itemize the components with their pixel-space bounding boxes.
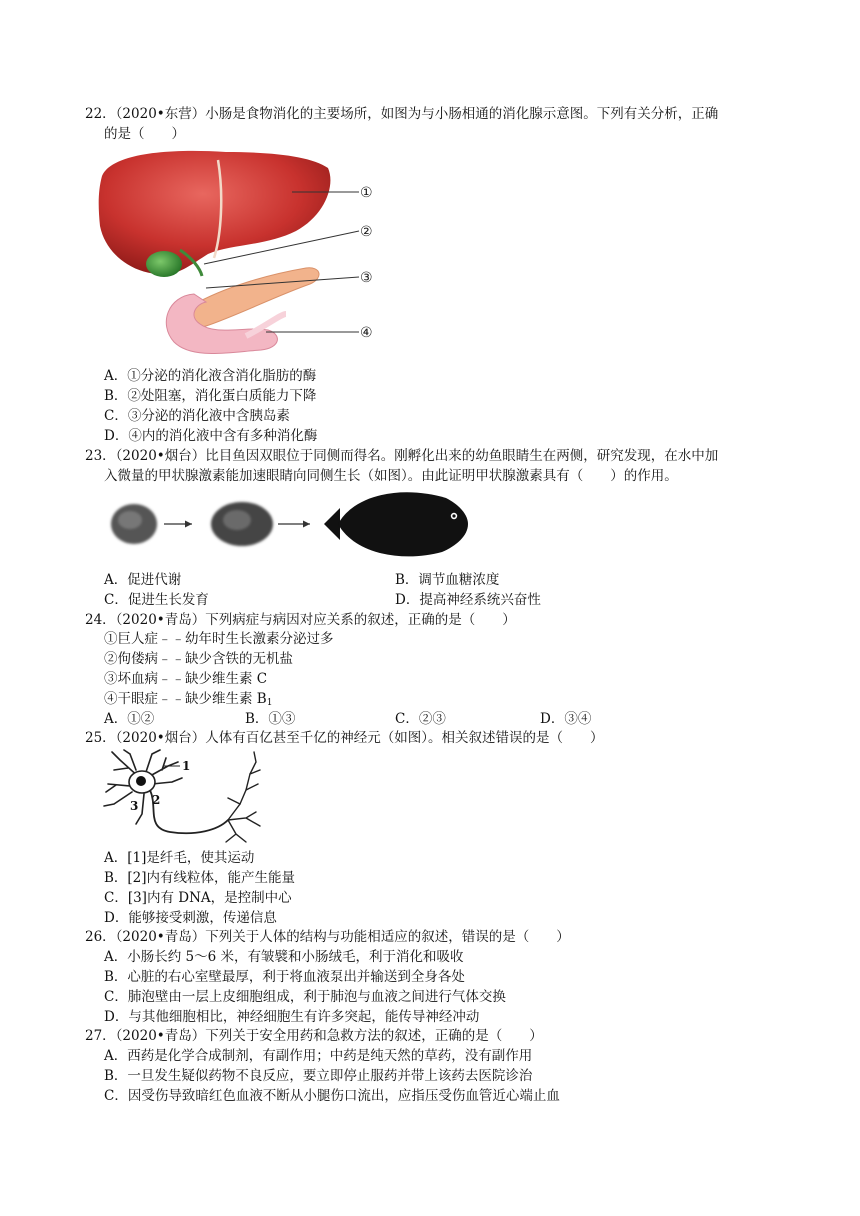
q24-item-2: ②佝偻病﹣﹣缺少含铁的无机盐 <box>104 651 293 667</box>
q24-option-b: B．①③ <box>245 711 296 727</box>
neuron-label-3: 3 <box>130 799 139 813</box>
q24-option-c: C．②③ <box>395 711 446 727</box>
q26-option-c: C．肺泡壁由一层上皮细胞组成，利于肺泡与血液之间进行气体交换 <box>104 989 506 1005</box>
q22-stem-line2: 的是（ ） <box>104 126 185 142</box>
q27-option-a: A．西药是化学合成制剂，有副作用；中药是纯天然的草药，没有副作用 <box>104 1048 533 1064</box>
q24-option-d: D．③④ <box>540 711 592 727</box>
q22-option-a: A．①分泌的消化液含消化脂肪的酶 <box>104 368 317 384</box>
q24-item-3: ③坏血病﹣﹣缺少维生素 C <box>104 671 268 687</box>
q23-option-c: C．促进生长发育 <box>104 592 209 608</box>
q26-option-a: A．小肠长约 5～6 米，有皱襞和小肠绒毛，利于消化和吸收 <box>104 949 464 965</box>
q24-option-a: A．①② <box>104 711 155 727</box>
pancreas <box>188 268 319 327</box>
neuron-diagram <box>100 748 270 844</box>
q25-stem: 25．（2020•烟台）人体有百亿甚至千亿的神经元（如图）。相关叙述错误的是（ ） <box>85 730 604 746</box>
q25-option-a: A．[1]是纤毛，使其运动 <box>104 850 255 866</box>
neuron-label-1: 1 <box>182 759 191 773</box>
q24-item-4 <box>104 689 272 709</box>
q27-option-b: B．一旦发生疑似药物不良反应，要立即停止服药并带上该药去医院诊治 <box>104 1068 533 1084</box>
flatfish-development-diagram <box>106 486 476 562</box>
q26-option-d: D．与其他细胞相比，神经细胞生有许多突起，能传导神经冲动 <box>104 1009 480 1025</box>
gallbladder <box>146 251 182 277</box>
nucleus <box>136 776 146 786</box>
q23-stem-line2: 入微量的甲状腺激素能加速眼睛向同侧生长（如图）。由此证明甲状腺激素具有（ ）的作用。 <box>104 468 678 484</box>
q26-option-b: B．心脏的右心室壁最厚，利于将血液泵出并输送到全身各处 <box>104 969 465 985</box>
axon-terminals <box>226 752 260 842</box>
q25-option-c: C．[3]内有 DNA，是控制中心 <box>104 890 292 906</box>
q27-stem: 27．（2020•青岛）下列关于安全用药和急救方法的叙述，正确的是（ ） <box>85 1028 543 1044</box>
q22-stem-line1: 22．（2020•东营）小肠是食物消化的主要场所，如图为与小肠相通的消化腺示意图。下列有关分析，正确 <box>85 106 719 122</box>
axon <box>150 790 228 833</box>
digestive-gland-diagram <box>96 146 396 366</box>
q23-option-b: B．调节血糖浓度 <box>395 572 500 588</box>
q24-item-4-text: ④干眼症﹣﹣缺少维生素 B <box>104 691 267 707</box>
q22-option-b: B．②处阻塞，消化蛋白质能力下降 <box>104 388 317 404</box>
adult-flatfish <box>324 492 468 556</box>
q23-option-d: D．提高神经系统兴奋性 <box>395 592 541 608</box>
q27-option-c: C．因受伤导致暗红色血液不断从小腿伤口流出，应指压受伤血管近心端止血 <box>104 1088 560 1104</box>
q22-option-d: D．④内的消化液中含有多种消化酶 <box>104 428 318 444</box>
q24-stem: 24．（2020•青岛）下列病症与病因对应关系的叙述，正确的是（ ） <box>85 612 516 628</box>
q22-option-c: C．③分泌的消化液中含胰岛素 <box>104 408 290 424</box>
q22-label-4: ④ <box>360 325 373 341</box>
q26-stem: 26．（2020•青岛）下列关于人体的结构与功能相适应的叙述，错误的是（ ） <box>85 929 570 945</box>
q22-label-1: ① <box>360 185 373 201</box>
q25-option-d: D．能够接受刺激，传递信息 <box>104 910 277 926</box>
q25-option-b: B．[2]内有线粒体，能产生能量 <box>104 870 296 886</box>
neuron-label-2: 2 <box>152 793 161 807</box>
q24-item-4-subscript: 1 <box>266 698 273 708</box>
q24-item-1: ①巨人症﹣﹣幼年时生长激素分泌过多 <box>104 631 334 647</box>
q22-label-3: ③ <box>360 270 373 286</box>
q23-option-a: A．促进代谢 <box>104 572 182 588</box>
q23-stem-line1: 23．（2020•烟台）比目鱼因双眼位于同侧而得名。刚孵化出来的幼鱼眼睛生在两侧，研究发现，在水中加 <box>85 448 719 464</box>
q22-label-2: ② <box>360 224 373 240</box>
